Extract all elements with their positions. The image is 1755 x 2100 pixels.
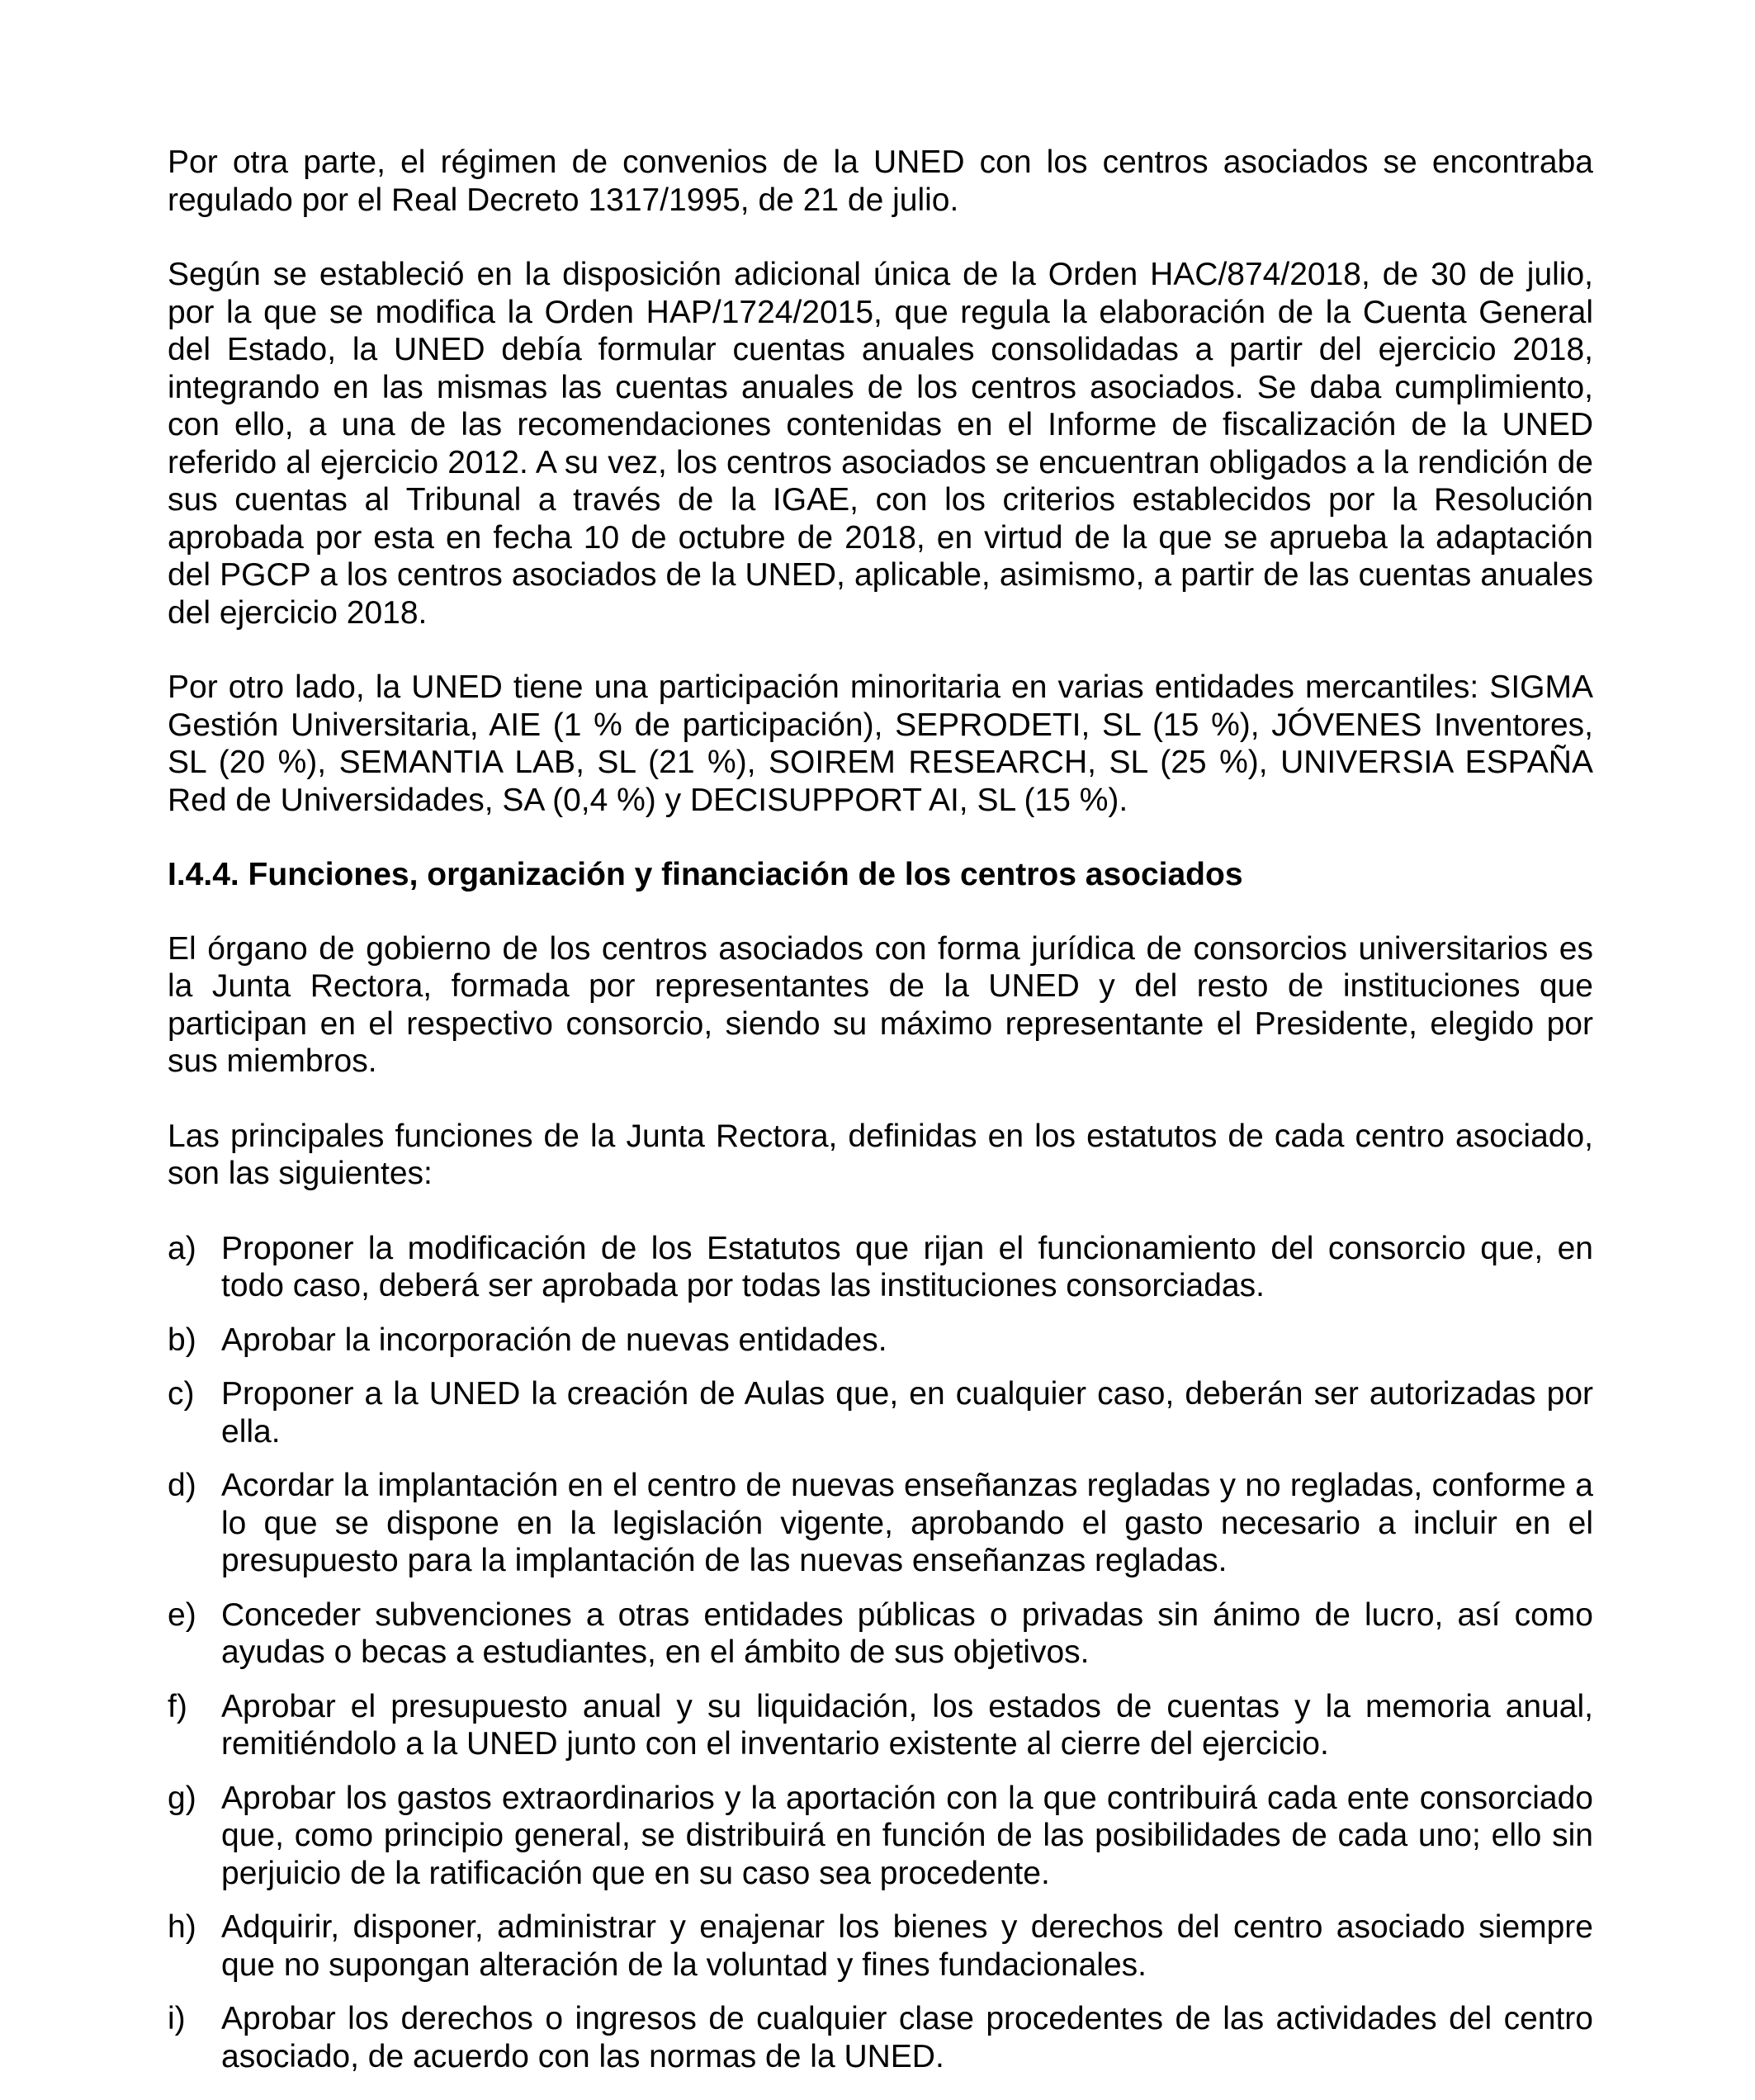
list-marker: h) — [168, 1909, 196, 1945]
list-item-text: Proponer a la UNED la creación de Aulas que, en cualquier caso, deberán ser autorizadas por ella. — [221, 1376, 1593, 1450]
list-item — [168, 2000, 1593, 2075]
list-item-text: Aprobar los gastos extraordinarios y la aportación con la que contribuirá cada ente consorciado que, como principio general, se distribuirá en función de las posibilidades de cada uno; ello sin perjuicio de la ratificación que en su caso sea procedente. — [221, 1780, 1593, 1891]
list-marker: a) — [168, 1230, 196, 1266]
list-item-text: Adquirir, disponer, administrar y enajenar los bienes y derechos del centro asociado siempre que no supongan alteración de la voluntad y fines fundacionales. — [221, 1909, 1593, 1983]
list-item — [168, 1230, 1593, 1305]
list-marker: e) — [168, 1596, 196, 1633]
list-marker: f) — [168, 1688, 187, 1724]
paragraph-convenios: Por otra parte, el régimen de convenios de la UNED con los centros asociados se encontraba regulado por el Real Decreto 1317/1995, de 21 de julio. — [168, 144, 1593, 218]
list-item-text: Acordar la implantación en el centro de nuevas enseñanzas regladas y no regladas, conforme a lo que se dispone en la legislación vigente, aprobando el gasto necesario a incluir en el presupuesto para la implantación de las nuevas enseñanzas regladas. — [221, 1468, 1593, 1578]
list-marker: b) — [168, 1322, 196, 1358]
paragraph-funciones-intro: Las principales funciones de la Junta Rectora, definidas en los estatutos de cada centro asociado, son las siguientes: — [168, 1118, 1593, 1191]
list-marker: i) — [168, 2001, 186, 2036]
list-item-text: Proponer la modificación de los Estatutos que rijan el funcionamiento del consorcio que, en todo caso, deberá ser aprobada por todas las instituciones consorciadas. — [221, 1230, 1593, 1303]
list-item-text: Aprobar el presupuesto anual y su liquidación, los estados de cuentas y la memoria anual, remitiéndolo a la UNED junto con el inventario existente al cierre del ejercicio. — [221, 1688, 1593, 1762]
list-item-text: Conceder subvenciones a otras entidades públicas o privadas sin ánimo de lucro, así como ayudas o becas a estudiantes, en el ámbito de sus objetivos. — [221, 1596, 1593, 1670]
paragraph-cuentas-consolidadas: Según se estableció en la disposición adicional única de la Orden HAC/874/2018, de 30 de julio, por la que se modifica la Orden HAP/1724/2015, que regula la elaboración de la Cuenta General del Estado, la UNED debía formular cuentas anuales consolidadas a partir del ejercicio 2018, integrando en las mismas las cuentas anuales de los centros asociados. Se daba cumplimiento, con ello, a una de las recomendaciones contenidas en el Informe de fiscalización de la UNED referido al ejercicio 2012. A su vez, los centros asociados se encuentran obligados a la rendición de sus cuentas al Tribunal a través de la IGAE, con los criterios establecidos por la Resolución aprobada por esta en fecha 10 de octubre de 2018, en virtud de la que se aprueba la adaptación del PGCP a los centros asociados de la UNED, aplicable, asimismo, a partir de las cuentas anuales del ejercicio 2018. — [168, 257, 1593, 631]
functions-list — [168, 1230, 1593, 2076]
list-item — [168, 1688, 1593, 1763]
list-marker: c) — [168, 1376, 195, 1412]
paragraph-organo-gobierno: El órgano de gobierno de los centros asociados con forma jurídica de consorcios universitarios es la Junta Rectora, formada por representantes de la UNED y del resto de instituciones que participan en el respectivo consorcio, siendo su máximo representante el Presidente, elegido por sus miembros. — [168, 930, 1593, 1079]
list-item — [168, 1322, 1593, 1360]
list-item — [168, 1908, 1593, 1984]
list-marker: g) — [168, 1780, 196, 1816]
list-marker: d) — [168, 1468, 196, 1503]
list-item — [168, 1780, 1593, 1893]
list-item-text: Aprobar la incorporación de nuevas entidades. — [221, 1322, 887, 1358]
list-item — [168, 1596, 1593, 1672]
list-item — [168, 1375, 1593, 1450]
list-item — [168, 1467, 1593, 1580]
paragraph-participaciones: Por otro lado, la UNED tiene una participación minoritaria en varias entidades mercantiles: SIGMA Gestión Universitaria, AIE (1 % de participación), SEPRODETI, SL (15 %), JÓVENES Inventores, SL (20 %), SEMANTIA LAB, SL (21 %), SOIREM RESEARCH, SL (25 %), UNIVERSIA ESPAÑA Red de Universidades, SA (0,4 %) y DECISUPPORT AI, SL (15 %). — [168, 669, 1593, 818]
section-heading: I.4.4. Funciones, organización y financiación de los centros asociados — [168, 857, 1243, 892]
document-page — [168, 144, 1593, 2092]
list-item-text: Aprobar los derechos o ingresos de cualquier clase procedentes de las actividades del centro asociado, de acuerdo con las normas de la UNED. — [221, 2001, 1593, 2074]
